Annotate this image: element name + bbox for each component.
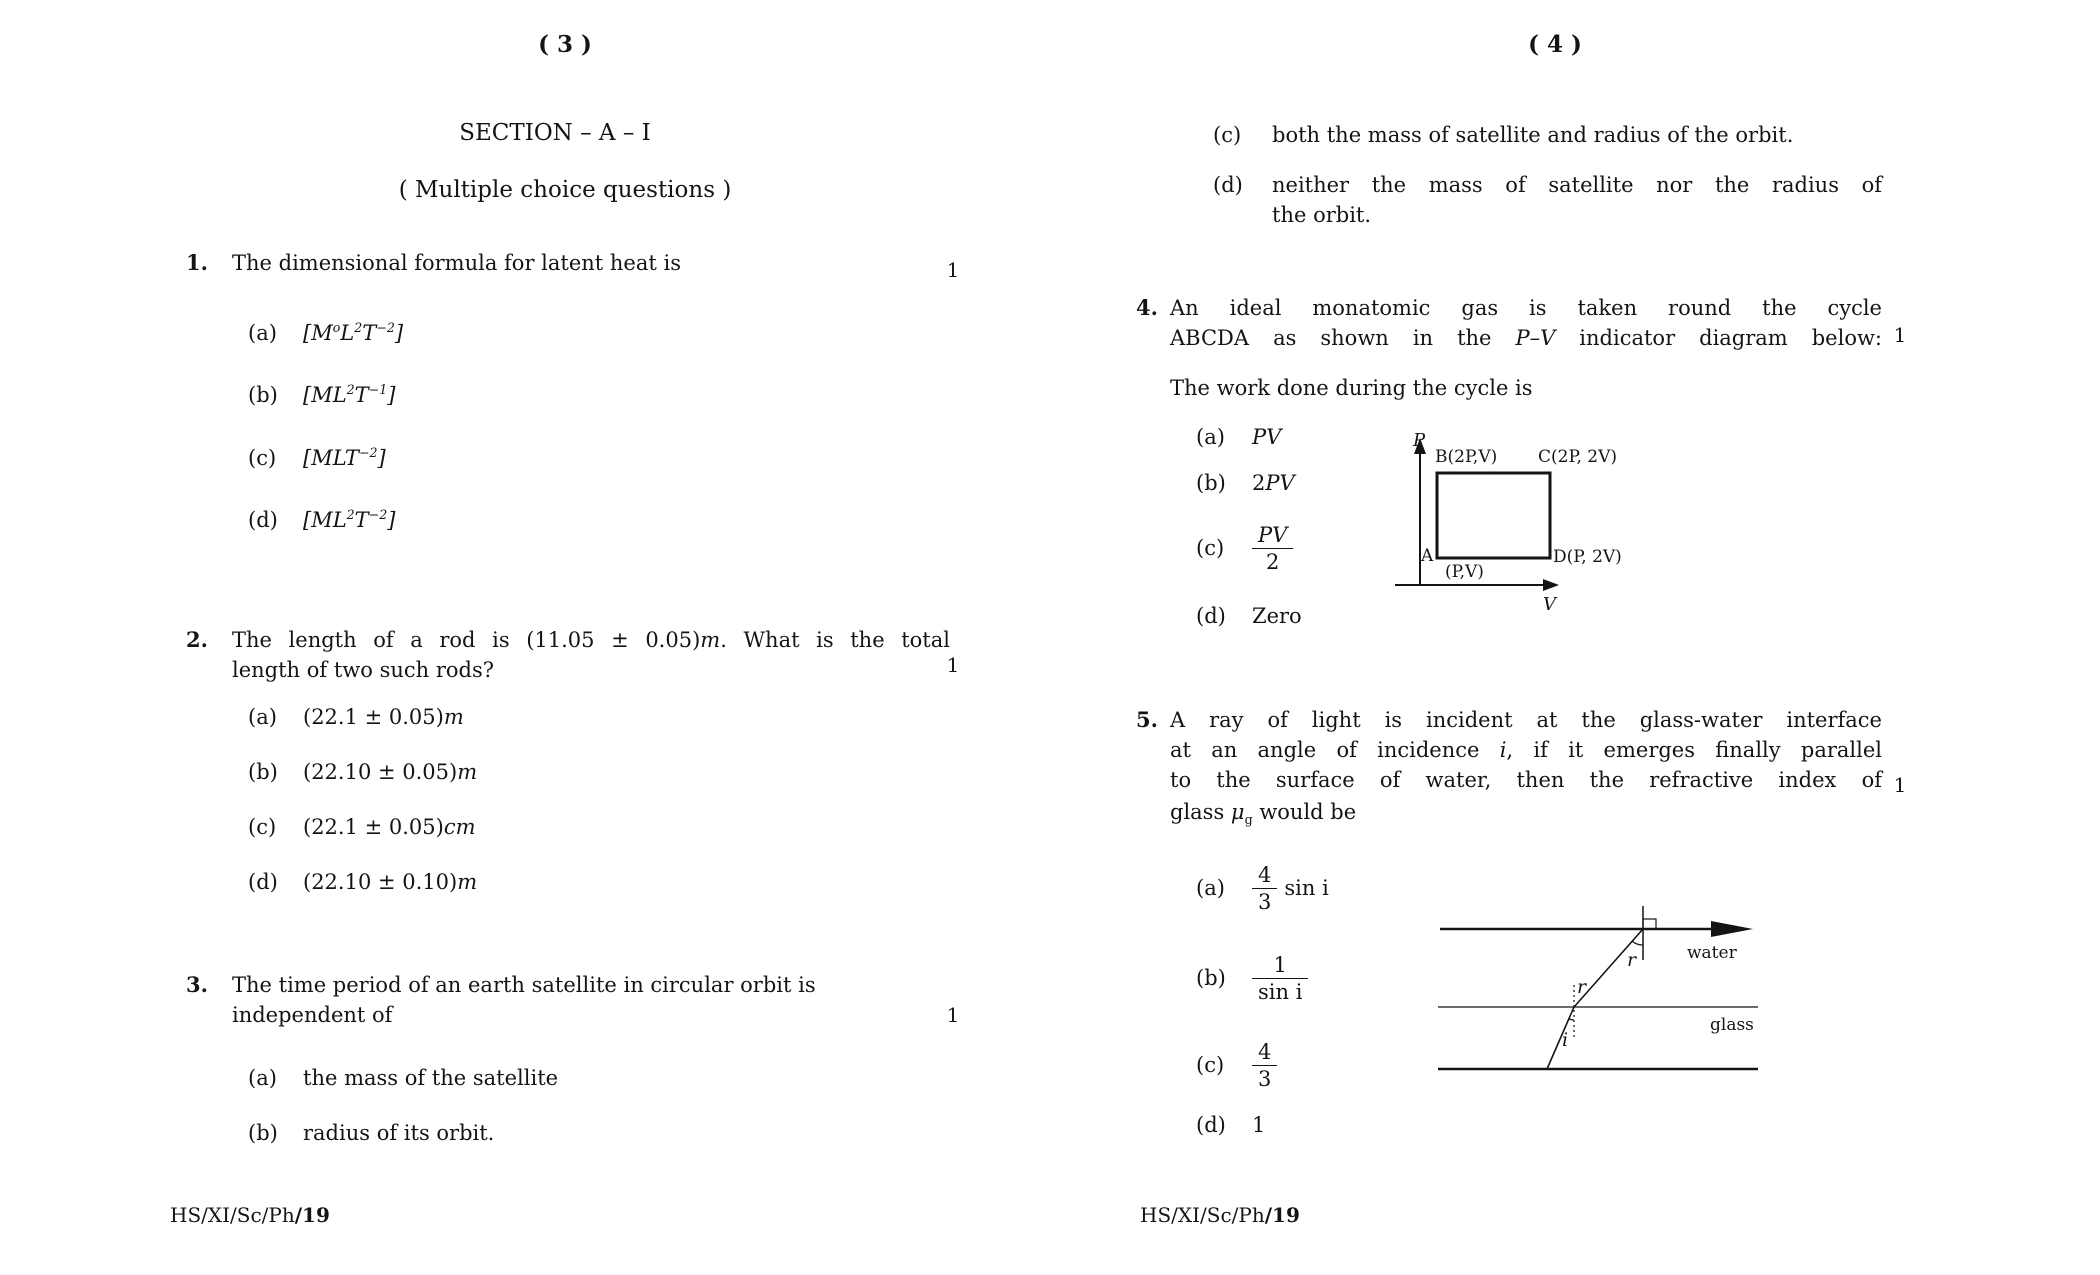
pv-diagram xyxy=(1385,420,1635,620)
pv-point-b: B(2P,V) xyxy=(1435,447,1498,467)
q1-option-b-label: (b) xyxy=(248,383,278,407)
q5-option-c-fraction-num: 4 xyxy=(1252,1039,1277,1066)
q1-option-d-label: (d) xyxy=(248,508,278,532)
q4-option-a-formula: PV xyxy=(1252,425,1282,449)
pv-v-axis-arrow-icon xyxy=(1543,579,1559,591)
q2-option-a-label: (a) xyxy=(248,705,277,729)
q5-option-d-label: (d) xyxy=(1196,1113,1226,1137)
q2-option-b-unit: m xyxy=(457,760,478,784)
q2-option-c-unit: cm xyxy=(443,815,476,839)
q4-option-a xyxy=(1196,422,1281,452)
pv-cycle-rect xyxy=(1437,473,1550,558)
q5-number: 5. xyxy=(1136,707,1158,732)
q1-option-c xyxy=(248,443,386,473)
q2-option-c-value: (22.1 ± 0.05) xyxy=(303,815,444,839)
q3-option-d-line2: the orbit. xyxy=(1272,203,1372,227)
q3-text-line2: independent of xyxy=(232,1003,393,1027)
q4-option-d-text: Zero xyxy=(1252,604,1302,628)
q2-option-b xyxy=(248,757,477,787)
angle-i-label: i xyxy=(1562,1029,1569,1051)
q1-option-a xyxy=(248,318,403,348)
q5-option-a-suffix: sin i xyxy=(1284,876,1329,900)
q5-option-b-fraction-den: sin i xyxy=(1258,979,1303,1004)
q5-option-c xyxy=(1196,1035,1277,1095)
q5-option-a-label: (a) xyxy=(1196,876,1225,900)
q4-option-b xyxy=(1196,468,1295,498)
pv-origin-label: (P,V) xyxy=(1445,562,1484,582)
q1-option-a-label: (a) xyxy=(248,321,277,345)
section-title: SECTION – A – I xyxy=(459,120,651,146)
page3-footer xyxy=(170,1200,330,1230)
page4-number: ( 4 ) xyxy=(1528,31,1582,58)
q4-option-c-fraction xyxy=(1252,522,1293,575)
q1-option-d-formula: $[ML^2T^{-2}]$ xyxy=(303,507,396,532)
q2-option-b-value: (22.10 ± 0.05) xyxy=(303,760,458,784)
q5-option-a-fraction-num: 4 xyxy=(1252,862,1277,889)
q2-option-b-label: (b) xyxy=(248,760,278,784)
q4-text-line3: The work done during the cycle is xyxy=(1170,376,1533,400)
q5-option-c-fraction-den: 3 xyxy=(1258,1066,1272,1091)
q4-option-c-fraction-den: 2 xyxy=(1265,549,1280,574)
q5-option-a xyxy=(1196,858,1329,918)
q4-option-b-formula: 2PV xyxy=(1252,471,1295,495)
q3-option-c-label: (c) xyxy=(1213,123,1242,147)
q2-option-c xyxy=(248,812,476,842)
q3-option-a-label: (a) xyxy=(248,1066,277,1090)
q1-option-c-formula: $[MLT^{-2}]$ xyxy=(303,445,386,470)
q5-mark: 1 xyxy=(1893,773,1907,797)
q3-number: 3. xyxy=(186,972,208,997)
q2-mark: 1 xyxy=(946,653,960,677)
q2-option-a-unit: m xyxy=(443,705,464,729)
q5-option-a-fraction xyxy=(1252,862,1277,915)
q3-option-b-text: radius of its orbit. xyxy=(303,1121,495,1145)
ray-arrow-icon xyxy=(1711,921,1753,937)
q1-option-b-formula: $[ML^2T^{-1}]$ xyxy=(303,382,396,407)
q4-mark: 1 xyxy=(1893,323,1907,347)
q5-option-c-fraction xyxy=(1252,1039,1277,1092)
q2-number: 2. xyxy=(186,627,208,652)
q4-option-d xyxy=(1196,601,1302,631)
pv-point-a: A xyxy=(1421,546,1434,566)
glass-label: glass xyxy=(1710,1015,1754,1035)
angle-r-mid-label: r xyxy=(1577,976,1587,998)
q4-option-c-fraction-num: PV xyxy=(1252,522,1293,549)
q3-option-c xyxy=(1213,120,1793,150)
q3-option-c-text: both the mass of satellite and radius of the orbit. xyxy=(1272,123,1794,147)
q3-option-b-label: (b) xyxy=(248,1121,278,1145)
q5-text-line4: glass $\mu_g$ would be xyxy=(1170,800,1357,828)
q1-option-b xyxy=(248,380,395,410)
page4-footer-code: HS/XI/Sc/Ph xyxy=(1140,1203,1265,1227)
page3-number: ( 3 ) xyxy=(538,31,592,58)
pv-v-label: V xyxy=(1543,594,1556,615)
q5-option-d-text: 1 xyxy=(1252,1113,1266,1137)
q3-text-line1: The time period of an earth satellite in circular orbit is xyxy=(232,973,816,997)
q4-option-c xyxy=(1196,520,1293,576)
q5-option-d xyxy=(1196,1110,1265,1140)
page3-footer-code: HS/XI/Sc/Ph xyxy=(170,1203,295,1227)
pv-p-label: P xyxy=(1413,430,1426,451)
angle-r-top-label: r xyxy=(1627,949,1637,971)
q5-option-b-label: (b) xyxy=(1196,966,1226,990)
q3-option-a xyxy=(248,1063,558,1093)
mid-angle-arc xyxy=(1569,1019,1574,1020)
q5-option-b xyxy=(1196,948,1308,1008)
q1-mark: 1 xyxy=(946,258,960,282)
q4-option-b-label: (b) xyxy=(1196,471,1226,495)
q1-option-d xyxy=(248,505,395,535)
ray-diagram xyxy=(1435,900,1765,1080)
q3-option-d-label: (d) xyxy=(1213,173,1243,197)
q3-option-d-line1: neither the mass of satellite nor the radius of xyxy=(1272,173,1882,197)
q5-option-b-fraction-num: 1 xyxy=(1252,952,1308,979)
q5-option-c-label: (c) xyxy=(1196,1053,1225,1077)
q3-mark: 1 xyxy=(946,1003,960,1027)
section-subtitle: ( Multiple choice questions ) xyxy=(398,177,732,203)
q1-option-c-label: (c) xyxy=(248,446,277,470)
q5-option-a-fraction-den: 3 xyxy=(1258,889,1272,914)
q2-option-d xyxy=(248,867,477,897)
page4-footer-num: /19 xyxy=(1264,1203,1300,1227)
right-angle-mark xyxy=(1643,919,1656,929)
q2-option-c-label: (c) xyxy=(248,815,277,839)
q5-text-line1: A ray of light is incident at the glass-water interface xyxy=(1170,708,1882,732)
q4-text-line2: ABCDA as shown in the P–V indicator diagram below: xyxy=(1170,326,1883,350)
q4-option-c-label: (c) xyxy=(1196,536,1225,560)
q4-option-d-label: (d) xyxy=(1196,604,1226,628)
q5-text-line2: at an angle of incidence i, if it emerges finally parallel xyxy=(1170,738,1882,762)
q4-option-a-label: (a) xyxy=(1196,425,1225,449)
top-angle-arc xyxy=(1632,941,1643,945)
q2-option-a xyxy=(248,702,464,732)
q2-option-d-unit: m xyxy=(457,870,478,894)
q4-number: 4. xyxy=(1136,295,1158,320)
page3-footer-num: /19 xyxy=(294,1203,330,1227)
pv-point-d: D(P, 2V) xyxy=(1553,547,1622,567)
q4-text-line1: An ideal monatomic gas is taken round the cycle xyxy=(1170,296,1882,320)
q2-option-d-label: (d) xyxy=(248,870,278,894)
q2-option-a-value: (22.1 ± 0.05) xyxy=(303,705,444,729)
q3-option-b xyxy=(248,1118,494,1148)
pv-point-c: C(2P, 2V) xyxy=(1538,447,1617,467)
q1-number: 1. xyxy=(186,250,208,275)
q5-text-line3: to the surface of water, then the refractive index of xyxy=(1170,768,1882,792)
water-label: water xyxy=(1687,943,1737,963)
q1-option-a-formula: $[M^oL^2T^{-2}]$ xyxy=(303,320,404,345)
q1-text: The dimensional formula for latent heat is xyxy=(232,251,681,275)
q2-text-line1: The length of a rod is (11.05 ± 0.05)m. What is the total xyxy=(232,628,950,652)
q2-option-d-value: (22.10 ± 0.10) xyxy=(303,870,458,894)
q5-option-b-fraction xyxy=(1252,952,1308,1005)
q2-text-line2: length of two such rods? xyxy=(232,658,494,682)
page4-footer xyxy=(1140,1200,1300,1230)
q3-option-a-text: the mass of the satellite xyxy=(303,1066,559,1090)
